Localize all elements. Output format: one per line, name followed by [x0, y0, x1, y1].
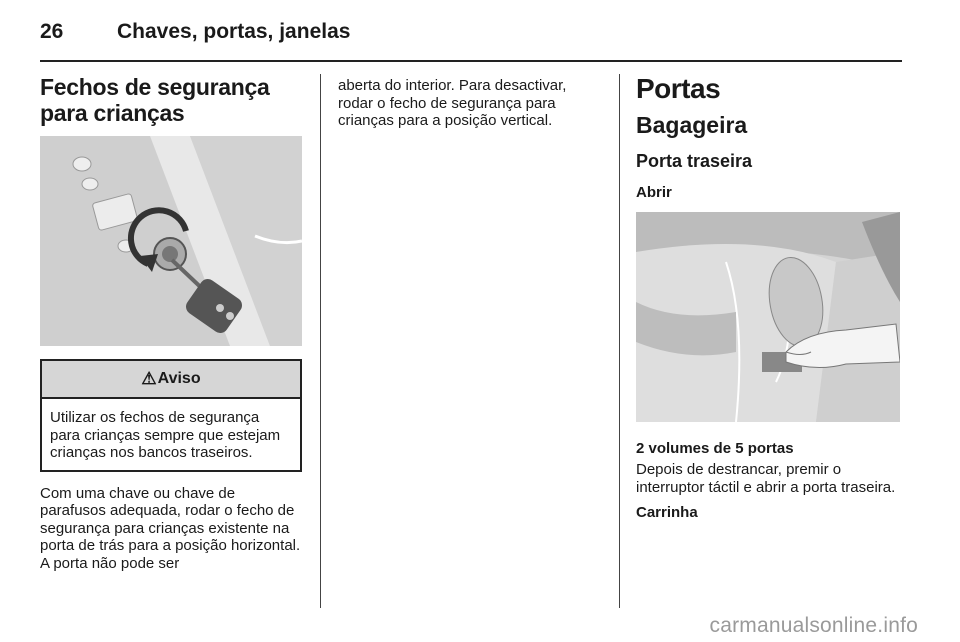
- warning-box: [40, 359, 302, 472]
- tailgate-instructions: Depois de destrancar, premir o interruptor táctil e abrir a porta traseira.: [636, 461, 896, 496]
- label-open: Abrir: [636, 184, 672, 201]
- body-paragraph: Com uma chave ou chave de parafusos adequada, rodar o fecho de segurança para crianças existente na porta de trás para a posição horizontal. A porta não pode ser: [40, 484, 301, 572]
- warning-triangle-icon: ⚠: [141, 369, 157, 388]
- section-heading-child-locks: Fechos de segurança para crianças: [40, 74, 270, 126]
- child-lock-illustration: [40, 136, 302, 346]
- label-variant: 2 volumes de 5 portas: [636, 440, 794, 457]
- column-1: [40, 74, 304, 572]
- chapter-heading-doors: Portas: [636, 73, 721, 104]
- tailgate-illustration: [636, 212, 900, 422]
- body-paragraph-continued: aberta do interior. Para desactivar, rodar o fecho de segurança para crianças para a posição vertical.: [338, 77, 567, 129]
- column-2: [338, 74, 600, 130]
- page-header: [40, 20, 900, 60]
- column-3: [636, 74, 900, 522]
- running-title: Chaves, portas, janelas: [117, 20, 351, 43]
- subsection-heading-tailgate: Porta traseira: [636, 151, 753, 171]
- header-rule: [40, 60, 902, 62]
- warning-header: [42, 361, 300, 399]
- column-divider-1: [320, 74, 321, 608]
- watermark: carmanualsonline.info: [709, 614, 918, 637]
- column-divider-2: [619, 74, 620, 608]
- page-number: 26: [40, 20, 64, 43]
- label-wagon: Carrinha: [636, 504, 698, 521]
- section-heading-luggage: Bagageira: [636, 112, 748, 138]
- warning-title: Aviso: [157, 370, 201, 387]
- warning-text: Utilizar os fechos de segurança para crianças sempre que estejam crianças nos bancos traseiros.: [50, 409, 281, 461]
